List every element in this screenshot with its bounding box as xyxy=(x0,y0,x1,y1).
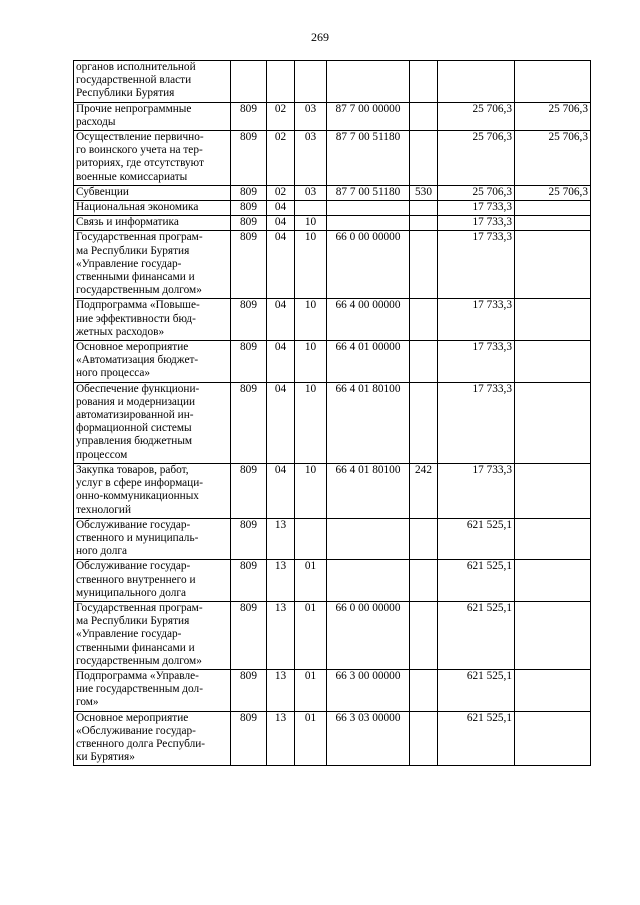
row-name-cell: Обслуживание государ- ственного внутреннего и муниципального долга xyxy=(74,560,231,602)
row-expense-type-cell xyxy=(410,711,438,766)
row-subsection-cell xyxy=(295,518,327,560)
row-grbs-cell: 809 xyxy=(231,669,267,711)
row-target-article-cell: 87 7 00 51180 xyxy=(327,131,410,186)
row-amount-2-cell: 25 706,3 xyxy=(515,102,591,130)
table-body xyxy=(74,61,591,766)
row-section-cell: 04 xyxy=(267,216,295,231)
row-subsection-cell: 10 xyxy=(295,341,327,383)
row-grbs-cell: 809 xyxy=(231,341,267,383)
table-row xyxy=(74,341,591,383)
budget-table xyxy=(73,60,591,766)
row-section-cell: 13 xyxy=(267,601,295,669)
row-amount-2-cell xyxy=(515,201,591,216)
row-section-cell: 13 xyxy=(267,711,295,766)
row-name-cell: Обслуживание государ- ственного и муниципаль- ного долга xyxy=(74,518,231,560)
row-expense-type-cell xyxy=(410,669,438,711)
row-grbs-cell: 809 xyxy=(231,216,267,231)
row-grbs-cell: 809 xyxy=(231,560,267,602)
table-row xyxy=(74,102,591,130)
row-name-cell: Основное мероприятие «Обслуживание государ- ственного долга Республи- ки Бурятия» xyxy=(74,711,231,766)
row-subsection-cell: 10 xyxy=(295,299,327,341)
row-amount-1-cell: 25 706,3 xyxy=(438,185,515,200)
row-section-cell: 04 xyxy=(267,463,295,518)
row-grbs-cell: 809 xyxy=(231,299,267,341)
row-target-article-cell: 87 7 00 51180 xyxy=(327,185,410,200)
row-expense-type-cell xyxy=(410,341,438,383)
row-section-cell: 13 xyxy=(267,518,295,560)
row-amount-2-cell xyxy=(515,382,591,463)
row-subsection-cell xyxy=(295,61,327,103)
row-section-cell: 02 xyxy=(267,185,295,200)
row-expense-type-cell xyxy=(410,131,438,186)
row-section-cell xyxy=(267,61,295,103)
row-amount-2-cell xyxy=(515,231,591,299)
row-name-cell: Национальная экономика xyxy=(74,201,231,216)
row-amount-2-cell xyxy=(515,299,591,341)
row-name-cell: Государственная програм- ма Республики Бурятия «Управление государ- ственными финансами и государственным долгом» xyxy=(74,601,231,669)
row-section-cell: 02 xyxy=(267,131,295,186)
table-row xyxy=(74,382,591,463)
row-subsection-cell: 03 xyxy=(295,185,327,200)
row-name-cell: Основное мероприятие «Автоматизация бюджет- ного процесса» xyxy=(74,341,231,383)
row-target-article-cell xyxy=(327,216,410,231)
row-amount-2-cell: 25 706,3 xyxy=(515,131,591,186)
table-row xyxy=(74,601,591,669)
row-grbs-cell: 809 xyxy=(231,711,267,766)
row-target-article-cell: 66 4 01 80100 xyxy=(327,463,410,518)
table-row xyxy=(74,216,591,231)
table-row xyxy=(74,463,591,518)
row-grbs-cell: 809 xyxy=(231,201,267,216)
row-name-cell: Закупка товаров, работ, услуг в сфере информаци- онно-коммуникационных технологий xyxy=(74,463,231,518)
row-amount-1-cell: 17 733,3 xyxy=(438,341,515,383)
table-row xyxy=(74,61,591,103)
row-grbs-cell: 809 xyxy=(231,131,267,186)
row-section-cell: 04 xyxy=(267,341,295,383)
row-grbs-cell: 809 xyxy=(231,463,267,518)
row-amount-1-cell: 621 525,1 xyxy=(438,518,515,560)
row-expense-type-cell xyxy=(410,601,438,669)
row-section-cell: 04 xyxy=(267,201,295,216)
row-name-cell: Подпрограмма «Повыше- ние эффективности бюд- жетных расходов» xyxy=(74,299,231,341)
row-section-cell: 02 xyxy=(267,102,295,130)
row-grbs-cell: 809 xyxy=(231,518,267,560)
row-expense-type-cell xyxy=(410,560,438,602)
row-target-article-cell xyxy=(327,518,410,560)
row-target-article-cell xyxy=(327,61,410,103)
row-subsection-cell: 01 xyxy=(295,711,327,766)
row-amount-2-cell xyxy=(515,601,591,669)
row-grbs-cell: 809 xyxy=(231,231,267,299)
row-amount-2-cell xyxy=(515,560,591,602)
row-section-cell: 04 xyxy=(267,231,295,299)
row-expense-type-cell xyxy=(410,518,438,560)
row-name-cell: Субвенции xyxy=(74,185,231,200)
row-amount-1-cell: 621 525,1 xyxy=(438,560,515,602)
row-amount-2-cell xyxy=(515,669,591,711)
row-name-cell: Осуществление первично- го воинского учета на тер- риториях, где отсутствуют военные комиссариаты xyxy=(74,131,231,186)
row-subsection-cell xyxy=(295,201,327,216)
row-section-cell: 04 xyxy=(267,382,295,463)
row-subsection-cell: 10 xyxy=(295,216,327,231)
row-target-article-cell: 66 3 03 00000 xyxy=(327,711,410,766)
row-target-article-cell xyxy=(327,201,410,216)
row-amount-1-cell xyxy=(438,61,515,103)
row-amount-1-cell: 25 706,3 xyxy=(438,131,515,186)
row-grbs-cell: 809 xyxy=(231,102,267,130)
row-amount-1-cell: 17 733,3 xyxy=(438,216,515,231)
row-amount-1-cell: 17 733,3 xyxy=(438,201,515,216)
row-expense-type-cell xyxy=(410,201,438,216)
row-amount-2-cell xyxy=(515,61,591,103)
row-expense-type-cell xyxy=(410,102,438,130)
row-subsection-cell: 10 xyxy=(295,231,327,299)
row-target-article-cell: 66 4 00 00000 xyxy=(327,299,410,341)
row-grbs-cell: 809 xyxy=(231,382,267,463)
row-subsection-cell: 01 xyxy=(295,669,327,711)
table-row xyxy=(74,669,591,711)
row-subsection-cell: 03 xyxy=(295,102,327,130)
row-expense-type-cell xyxy=(410,382,438,463)
row-amount-2-cell xyxy=(515,711,591,766)
table-row xyxy=(74,299,591,341)
row-grbs-cell xyxy=(231,61,267,103)
row-name-cell: органов исполнительной государственной власти Республики Бурятия xyxy=(74,61,231,103)
row-amount-2-cell: 25 706,3 xyxy=(515,185,591,200)
row-target-article-cell: 66 0 00 00000 xyxy=(327,601,410,669)
row-name-cell: Подпрограмма «Управле- ние государственным дол- гом» xyxy=(74,669,231,711)
page-number: 269 xyxy=(311,30,329,44)
row-name-cell: Связь и информатика xyxy=(74,216,231,231)
row-amount-1-cell: 621 525,1 xyxy=(438,669,515,711)
row-target-article-cell: 66 4 01 00000 xyxy=(327,341,410,383)
row-amount-1-cell: 17 733,3 xyxy=(438,463,515,518)
row-section-cell: 13 xyxy=(267,669,295,711)
row-grbs-cell: 809 xyxy=(231,185,267,200)
row-expense-type-cell xyxy=(410,61,438,103)
row-amount-2-cell xyxy=(515,463,591,518)
row-target-article-cell xyxy=(327,560,410,602)
row-expense-type-cell xyxy=(410,231,438,299)
table-row xyxy=(74,185,591,200)
row-amount-1-cell: 621 525,1 xyxy=(438,711,515,766)
row-target-article-cell: 66 3 00 00000 xyxy=(327,669,410,711)
row-amount-1-cell: 17 733,3 xyxy=(438,382,515,463)
row-expense-type-cell: 242 xyxy=(410,463,438,518)
row-amount-2-cell xyxy=(515,341,591,383)
row-amount-1-cell: 621 525,1 xyxy=(438,601,515,669)
table-row xyxy=(74,518,591,560)
row-target-article-cell: 66 0 00 00000 xyxy=(327,231,410,299)
table-row xyxy=(74,560,591,602)
row-amount-1-cell: 17 733,3 xyxy=(438,231,515,299)
row-section-cell: 13 xyxy=(267,560,295,602)
row-grbs-cell: 809 xyxy=(231,601,267,669)
row-target-article-cell: 66 4 01 80100 xyxy=(327,382,410,463)
row-expense-type-cell xyxy=(410,299,438,341)
row-name-cell: Обеспечение функциони- рования и модернизации автоматизированной ин- формационной системы управления бюджетным процессом xyxy=(74,382,231,463)
row-subsection-cell: 10 xyxy=(295,463,327,518)
row-target-article-cell: 87 7 00 00000 xyxy=(327,102,410,130)
row-name-cell: Прочие непрограммные расходы xyxy=(74,102,231,130)
table-row xyxy=(74,201,591,216)
row-name-cell: Государственная програм- ма Республики Бурятия «Управление государ- ственными финансами и государственным долгом» xyxy=(74,231,231,299)
table-row xyxy=(74,711,591,766)
row-subsection-cell: 01 xyxy=(295,560,327,602)
row-expense-type-cell xyxy=(410,216,438,231)
table-row xyxy=(74,231,591,299)
row-expense-type-cell: 530 xyxy=(410,185,438,200)
table-row xyxy=(74,131,591,186)
row-amount-2-cell xyxy=(515,518,591,560)
row-subsection-cell: 03 xyxy=(295,131,327,186)
row-subsection-cell: 01 xyxy=(295,601,327,669)
row-amount-1-cell: 25 706,3 xyxy=(438,102,515,130)
row-amount-1-cell: 17 733,3 xyxy=(438,299,515,341)
row-amount-2-cell xyxy=(515,216,591,231)
row-subsection-cell: 10 xyxy=(295,382,327,463)
row-section-cell: 04 xyxy=(267,299,295,341)
